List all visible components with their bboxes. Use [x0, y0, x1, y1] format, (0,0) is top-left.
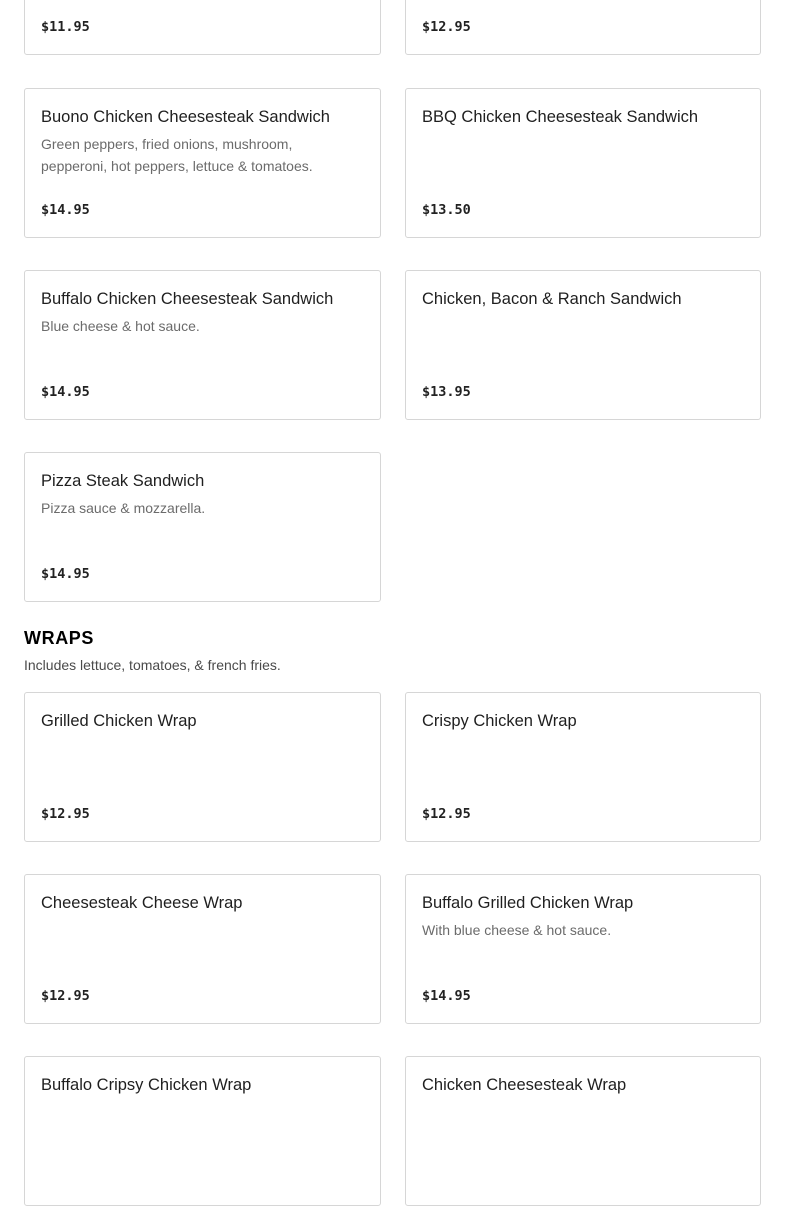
menu-item-name: Cheesesteak Cheese Wrap	[41, 894, 243, 912]
menu-item-card[interactable]	[405, 692, 761, 842]
menu-item-name: Buffalo Grilled Chicken Wrap	[422, 894, 634, 912]
menu-item-card[interactable]	[405, 270, 761, 420]
menu-item-card[interactable]	[405, 0, 761, 55]
menu-item-card[interactable]	[405, 1056, 761, 1206]
menu-item-card[interactable]	[24, 0, 381, 55]
menu-item-card[interactable]	[24, 692, 381, 842]
menu-item-price: $14.95	[422, 988, 471, 1004]
menu-item-description: Blue cheese & hot sauce.	[41, 318, 200, 334]
menu-item-card[interactable]	[24, 88, 381, 238]
section-title-wraps: WRAPS	[24, 628, 94, 648]
menu-item-card[interactable]	[24, 874, 381, 1024]
section-description: Includes lettuce, tomatoes, & french fries.	[24, 657, 281, 673]
menu-item-name: BBQ Chicken Cheesesteak Sandwich	[422, 108, 699, 126]
menu-item-price: $12.95	[41, 988, 90, 1004]
menu-item-name: Buffalo Chicken Cheesesteak Sandwich	[41, 290, 334, 308]
menu-item-price: $13.95	[422, 384, 471, 400]
menu-item-card[interactable]	[405, 874, 761, 1024]
menu-item-card[interactable]	[24, 452, 381, 602]
menu-item-name: Chicken Cheesesteak Wrap	[422, 1076, 627, 1094]
menu-item-price: $14.95	[41, 384, 90, 400]
menu-item-name: Buffalo Cripsy Chicken Wrap	[41, 1076, 252, 1094]
menu-item-price: $14.95	[41, 202, 90, 218]
menu-item-price: $12.95	[41, 806, 90, 822]
menu-item-card[interactable]	[405, 88, 761, 238]
menu-item-price: $12.95	[422, 806, 471, 822]
menu-item-name: Pizza Steak Sandwich	[41, 472, 205, 490]
menu-item-description: Pizza sauce & mozzarella.	[41, 500, 206, 516]
menu-item-name: Chicken, Bacon & Ranch Sandwich	[422, 290, 682, 308]
menu-item-price: $13.50	[422, 202, 471, 218]
menu-item-price: $11.95	[41, 19, 90, 35]
menu-item-card[interactable]	[24, 1056, 381, 1206]
menu-item-price: $14.95	[41, 566, 90, 582]
menu-item-name: Crispy Chicken Wrap	[422, 712, 577, 730]
menu-item-description: Green peppers, fried onions, mushroom, pepperoni, hot peppers, lettuce & tomatoes.	[41, 136, 313, 174]
menu-item-price: $12.95	[422, 19, 471, 35]
menu-item-name: Buono Chicken Cheesesteak Sandwich	[41, 108, 330, 126]
menu-item-description: With blue cheese & hot sauce.	[422, 922, 612, 938]
menu-item-name: Grilled Chicken Wrap	[41, 712, 197, 730]
menu-item-card[interactable]	[24, 270, 381, 420]
